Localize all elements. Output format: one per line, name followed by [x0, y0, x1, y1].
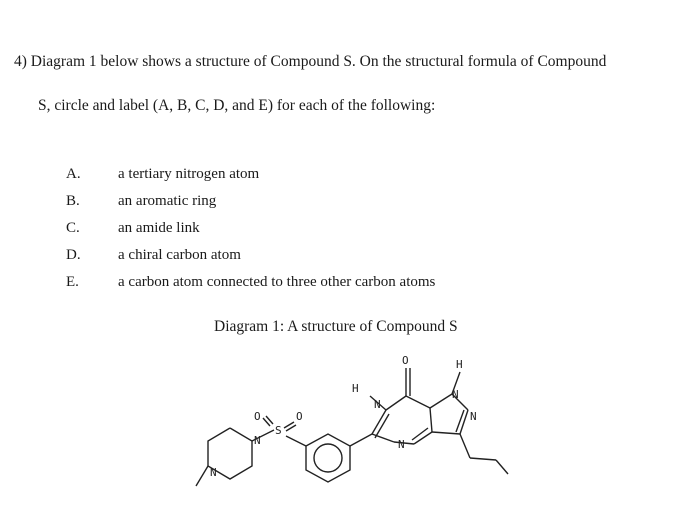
n-methyl-bond	[196, 466, 208, 486]
benzene-ring	[306, 434, 350, 482]
atom-labels	[210, 354, 477, 479]
question-line-1: 4) Diagram 1 below shows a structure of Compound S. On the structural formula of Compound	[14, 53, 607, 70]
list-item	[66, 166, 526, 186]
hydrogen-label: H	[352, 382, 359, 395]
oxygen-label: O	[254, 410, 261, 423]
item-description: a chiral carbon atom	[118, 247, 241, 263]
list-item	[66, 220, 526, 240]
item-letter: C.	[66, 220, 80, 236]
item-description: an amide link	[118, 220, 200, 236]
question-line-2: S, circle and label (A, B, C, D, and E) for each of the following:	[38, 97, 436, 114]
list-item	[66, 274, 526, 294]
diagram-caption: Diagram 1: A structure of Compound S	[214, 318, 458, 335]
item-letter: E.	[66, 274, 79, 290]
oxygen-label: O	[296, 410, 303, 423]
aromatic-circle	[314, 444, 342, 472]
nitrogen-label: N	[470, 410, 477, 423]
hydrogen-label: H	[456, 358, 463, 371]
item-letter: B.	[66, 193, 80, 209]
item-letter: A.	[66, 166, 81, 182]
item-description: a carbon atom connected to three other carbon atoms	[118, 274, 436, 290]
nitrogen-label: N	[210, 466, 217, 479]
nitrogen-label: N	[254, 434, 261, 447]
sulfur-label: S	[275, 424, 282, 437]
nitrogen-label: N	[398, 438, 405, 451]
list-item	[66, 193, 526, 213]
item-description: a tertiary nitrogen atom	[118, 166, 260, 182]
item-description: an aromatic ring	[118, 193, 217, 209]
s-aryl-bond	[286, 436, 306, 446]
structural-formula	[190, 348, 530, 508]
item-letter: D.	[66, 247, 81, 263]
list-item	[66, 247, 526, 267]
oxygen-label: O	[402, 354, 409, 367]
nitrogen-label: N	[374, 398, 381, 411]
nitrogen-label: N	[452, 388, 459, 401]
